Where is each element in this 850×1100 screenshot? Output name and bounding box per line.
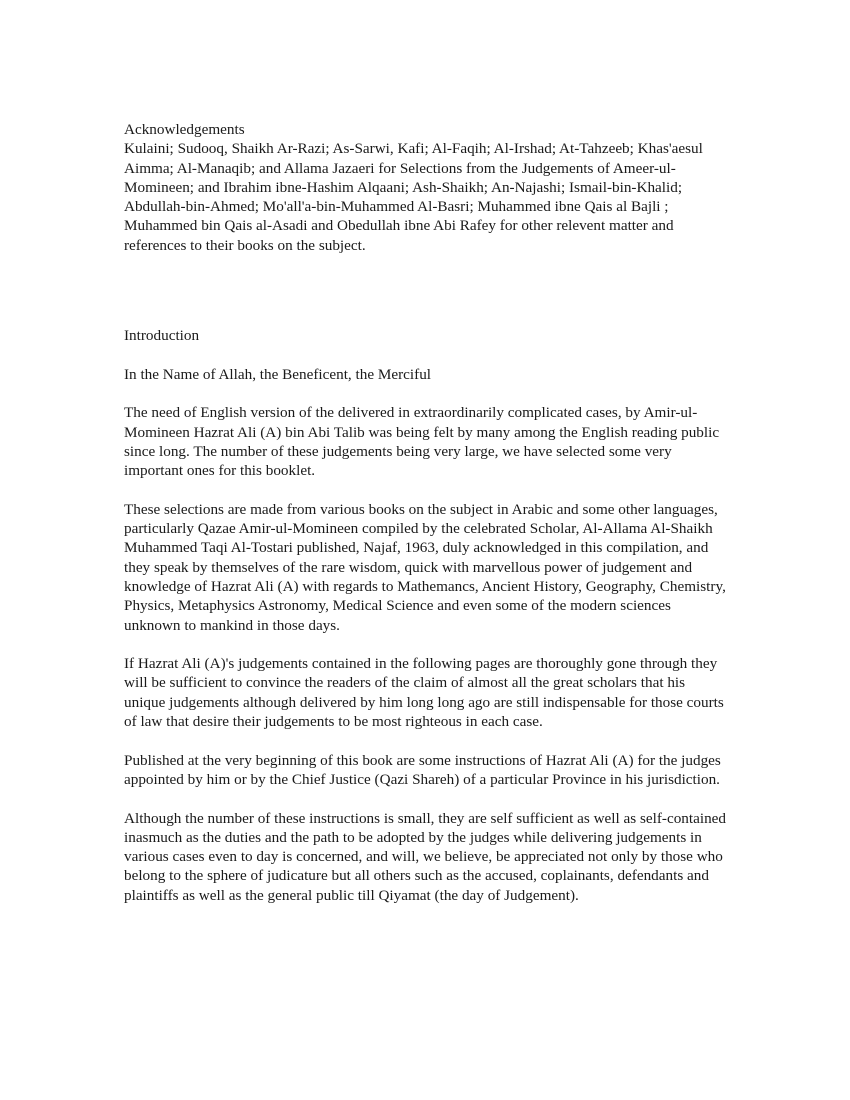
paragraph-gap <box>124 384 730 403</box>
paragraph-gap <box>124 345 730 364</box>
introduction-section <box>124 326 730 905</box>
acknowledgements-heading: Acknowledgements <box>124 121 245 138</box>
page-content <box>124 120 730 905</box>
intro-paragraph-4: Published at the very beginning of this book are some instructions of Hazrat Ali (A) for the judges appointed by him or by the Chief Justice (Qazi Shareh) of a particular Province in his jurisdiction. <box>124 751 721 788</box>
section-spacer <box>124 255 730 326</box>
intro-paragraph-2: These selections are made from various books on the subject in Arabic and some other languages, particularly Qazae Amir-ul-Momineen compiled by the celebrated Scholar, Al-Allama Al-Shaikh Muhammed Taqi Al-Tostari published, Najaf, 1963, duly acknowledged in this compilation, and they speak by themselves of the rare wisdom, quick with marvellous power of judgement and knowledge of Hazrat Ali (A) with regards to Mathemancs, Ancient History, Geography, Chemistry, Physics, Metaphysics Astronomy, Medical Science and even some of the modern sciences unknown to mankind in those days. <box>124 500 726 634</box>
intro-paragraph-3: If Hazrat Ali (A)'s judgements contained in the following pages are thoroughly gone through they will be sufficient to convince the readers of the claim of almost all the great scholars that his unique judgements although delivered by him long long ago are still indispensable for those courts of law that desire their judgements to be most righteous in each case. <box>124 655 724 731</box>
introduction-heading: Introduction <box>124 327 200 345</box>
intro-paragraph-1: The need of English version of the delivered in extraordinarily complicated cases, by Amir-ul-Momineen Hazrat Ali (A) bin Abi Talib was being felt by many among the English reading public since long. The number of these judgements being very large, we have selected some very important ones for this booklet. <box>124 404 720 480</box>
paragraph-gap <box>124 635 730 654</box>
paragraph-gap <box>124 789 730 808</box>
paragraph-gap <box>124 480 730 499</box>
acknowledgements-section <box>124 120 730 255</box>
intro-paragraph-5: Although the number of these instructions is small, they are self sufficient as well as self-contained inasmuch as the duties and the path to be adopted by the judges while delivering judgements in various cases even to day is concerned, and will, we believe, be appreciated not only by those who belong to the sphere of judicature but all others such as the accused, coplainants, defendants and plaintiffs as well as the general public till Qiyamat (the day of Judgement). <box>124 809 727 904</box>
invocation-line: In the Name of Allah, the Beneficent, the Merciful <box>124 365 432 383</box>
paragraph-gap <box>124 731 730 750</box>
acknowledgements-body: Kulaini; Sudooq, Shaikh Ar-Razi; As-Sarwi, Kafi; Al-Faqih; Al-Irshad; At-Tahzeeb; Khas'aesul Aimma; Al-Manaqib; and Allama Jazaeri for Selections from the Judgements of Ameer-ul-Momineen; and Ibrahim ibne-Hashim Alqaani; Ash-Shaikh; An-Najashi; Ismail-bin-Khalid; Abdullah-bin-Ahmed; Mo'all'a-bin-Muhammed Al-Basri; Muhammed ibne Qais al Bajli ; Muhammed bin Qais al-Asadi and Obedullah ibne Abi Rafey for other relevent matter and references to their books on the subject. <box>124 140 703 254</box>
